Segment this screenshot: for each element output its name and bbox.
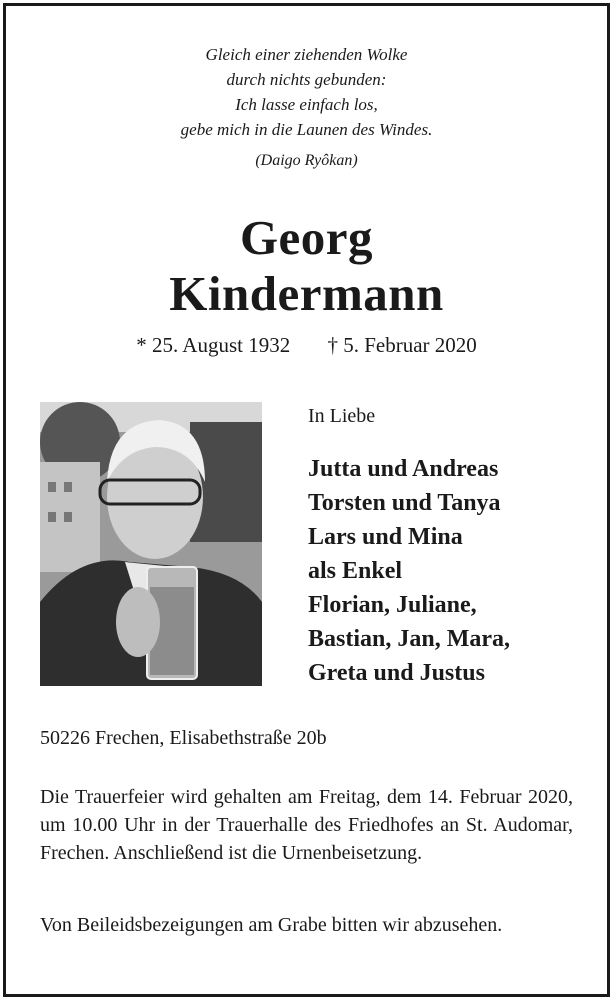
death-date: † 5. Februar 2020 — [327, 333, 477, 357]
poem-line: Ich lasse einfach los, — [235, 95, 378, 114]
mourners-list — [308, 452, 510, 690]
mourners-intro: In Liebe — [308, 405, 376, 427]
mourner-line: Torsten und Tanya — [308, 490, 501, 516]
first-name: Georg — [239, 210, 374, 265]
mourner-line: Greta und Justus — [308, 660, 485, 686]
condolence-note: Von Beileidsbezeigungen am Grabe bitten wir abzusehen. — [40, 914, 503, 936]
portrait-illustration — [40, 402, 262, 686]
mourner-line: Lars und Mina — [308, 524, 463, 550]
address: 50226 Frechen, Elisabethstraße 20b — [40, 727, 327, 749]
deceased-name — [0, 210, 613, 322]
life-dates — [0, 333, 613, 358]
mourner-line: Florian, Juliane, — [308, 592, 477, 618]
poem-line: durch nichts gebunden: — [226, 70, 387, 89]
poem-author: (Daigo Ryôkan) — [255, 152, 358, 169]
mourner-line: als Enkel — [308, 558, 403, 584]
poem-line: Gleich einer ziehenden Wolke — [205, 45, 408, 64]
poem — [0, 42, 613, 173]
last-name: Kindermann — [169, 266, 444, 321]
poem-line: gebe mich in die Launen des Windes. — [180, 120, 433, 139]
portrait-photo — [40, 402, 262, 686]
mourner-line: Jutta und Andreas — [308, 456, 499, 482]
birth-date: * 25. August 1932 — [136, 333, 291, 357]
mourner-line: Bastian, Jan, Mara, — [308, 626, 511, 652]
funeral-info: Die Trauerfeier wird gehalten am Freitag, dem 14. Februar 2020, um 10.00 Uhr in der Trauerhalle des Friedhofes an St. Audomar, Frechen. Anschließend ist die Urnenbeisetzung. — [40, 786, 573, 864]
